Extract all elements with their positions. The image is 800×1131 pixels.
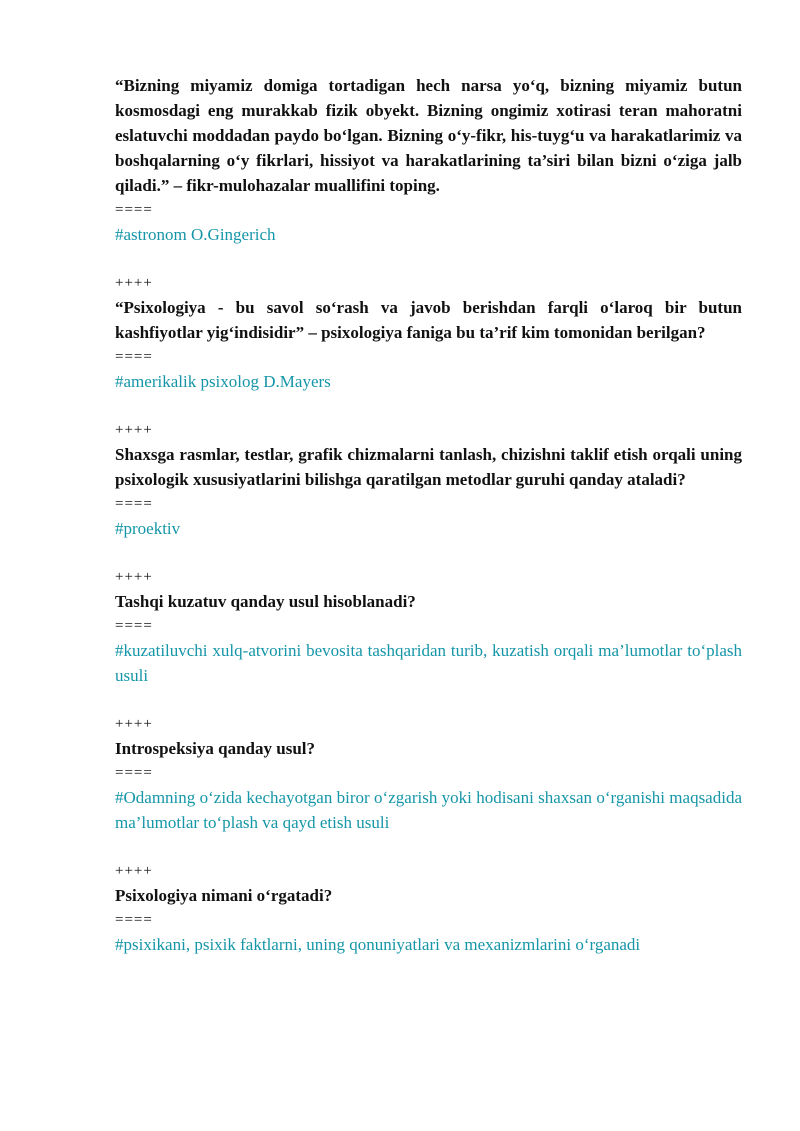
question-block-6 (115, 859, 742, 957)
question-separator: ++++ (115, 422, 153, 438)
answer-separator: ==== (115, 349, 153, 365)
question-text: “Psixologiya - bu savol so‘rash va javob berishdan farqli o‘laroq bir butun kashfiyotlar yig‘indisidir” – psixologiya faniga bu ta’rif kim tomonidan berilgan? (115, 298, 742, 342)
answer-separator: ==== (115, 496, 153, 512)
answer-separator: ==== (115, 912, 153, 928)
question-separator: ++++ (115, 569, 153, 585)
question-block-2 (115, 271, 742, 394)
document-page (115, 73, 742, 981)
question-text: Introspeksiya qanday usul? (115, 739, 315, 758)
answer-text: #kuzatiluvchi xulq-atvorini bevosita tashqaridan turib, kuzatish orqali ma’lumotlar to‘plash usuli (115, 641, 742, 685)
answer-text: #proektiv (115, 519, 181, 538)
question-text: Tashqi kuzatuv qanday usul hisoblanadi? (115, 592, 416, 611)
answer-text: #psixikani, psixik faktlarni, uning qonuniyatlari va mexanizmlarini o‘rganadi (115, 935, 641, 954)
question-block-4 (115, 565, 742, 688)
question-separator: ++++ (115, 275, 153, 291)
answer-text: #astronom O.Gingerich (115, 225, 276, 244)
answer-text: #amerikalik psixolog D.Mayers (115, 372, 331, 391)
question-separator: ++++ (115, 716, 153, 732)
question-text: Shaxsga rasmlar, testlar, grafik chizmalarni tanlash, chizishni taklif etish orqali uning psixologik xususiyatlarini bilishga qaratilgan metodlar guruhi qanday ataladi? (115, 445, 742, 489)
answer-separator: ==== (115, 618, 153, 634)
answer-separator: ==== (115, 765, 153, 781)
question-block-3 (115, 418, 742, 541)
question-block-1 (115, 73, 742, 247)
answer-text: #Odamning o‘zida kechayotgan biror o‘zgarish yoki hodisani shaxsan o‘rganishi maqsadida ma’lumotlar to‘plash va qayd etish usuli (115, 788, 742, 832)
answer-separator: ==== (115, 202, 153, 218)
question-text: “Bizning miyamiz domiga tortadigan hech narsa yo‘q, bizning miyamiz butun kosmosdagi eng murakkab fizik obyekt. Bizning ongimiz xotirasi teran mahoratni eslatuvchi moddadan paydo bo‘lgan. Bizning o‘y-fikr, his-tuyg‘u va harakatlarimiz va boshqalarning o‘y fikrlari, hissiyot va harakatlarining ta’siri bilan bizni o‘ziga jalb qiladi.” – fikr-mulohazalar muallifini toping. (115, 76, 742, 195)
question-text: Psixologiya nimani o‘rgatadi? (115, 886, 333, 905)
question-block-5 (115, 712, 742, 835)
question-separator: ++++ (115, 863, 153, 879)
